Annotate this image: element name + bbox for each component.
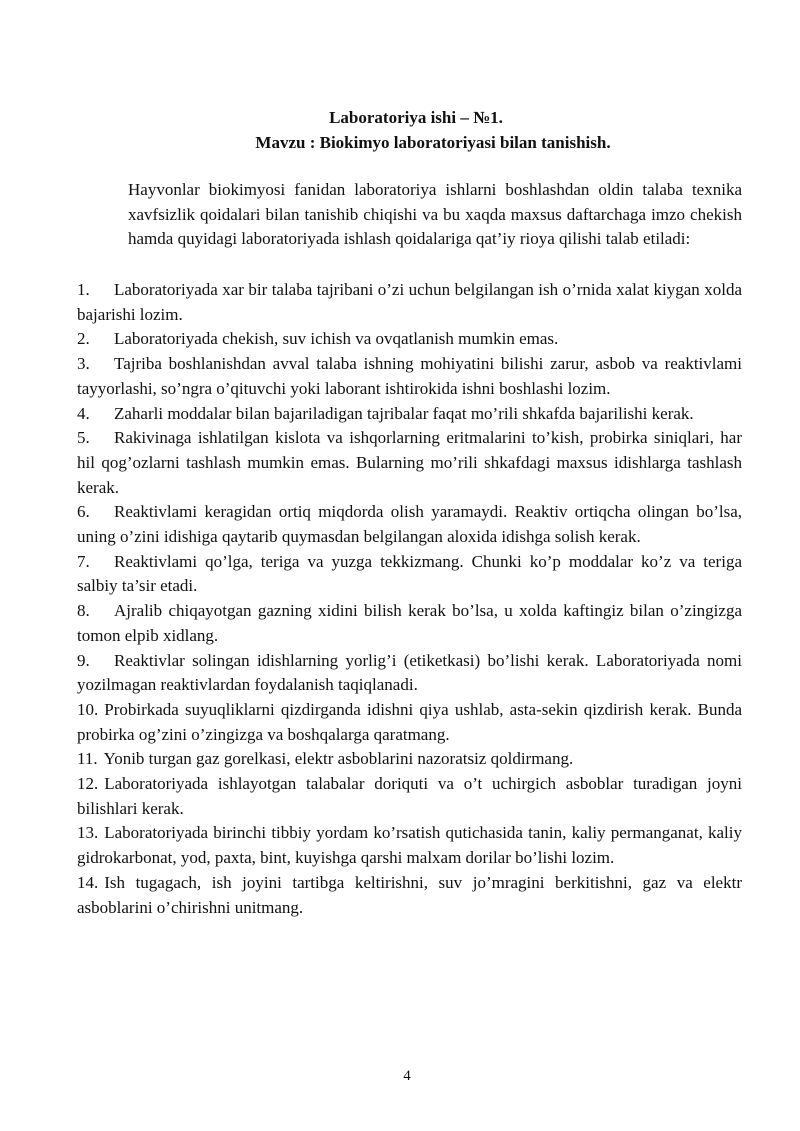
list-item — [77, 698, 742, 747]
page-number: 4 — [403, 1068, 411, 1084]
rule-number: 1. — [77, 280, 90, 299]
list-item — [77, 599, 742, 648]
rule-number: 9. — [77, 650, 90, 670]
document-subtitle: Mavzu : Biokimyo laboratoriyasi bilan tanishish. — [255, 133, 611, 152]
rule-number: 12. — [77, 774, 99, 794]
rules-list — [77, 278, 742, 920]
list-item — [77, 402, 742, 427]
rule-text: Laboratoriyada ishlayotgan talabalar doriquti va o’t uchirgich asboblar turadigan joyni bilishlari kerak. — [77, 774, 742, 818]
intro-paragraph: Hayvonlar biokimyosi fanidan laboratoriya ishlarni boshlashdan oldin talaba texnika xavfsizlik qoidalari bilan tanishib chiqishi va bu xaqda maxsus daftarchaga imzo chekish hamda quyidagi laboratoriyada ishlash qoidalariga qat’iy rioya qilishi talab etiladi: — [128, 180, 742, 249]
list-item — [77, 550, 742, 599]
list-item — [77, 821, 742, 870]
rule-text: Reaktivlami qo’lga, teriga va yuzga tekkizmang. Chunki ko’p moddalar ko’z va teriga salbiy ta’sir etadi. — [77, 551, 742, 596]
rule-number: 4. — [77, 403, 90, 423]
list-item — [77, 278, 742, 327]
list-item — [77, 747, 742, 772]
rule-text: Zaharli moddalar bilan bajariladigan tajribalar faqat mo’rili shkafda bajarilishi kerak. — [114, 403, 694, 423]
rule-text: Ish tugagach, ish joyini tartibga keltirishni, suv jo’mragini berkitishni, gaz va elektr asboblarini o’chirishni unitmang. — [77, 872, 742, 917]
rule-text: Laboratoriyada xar bir talaba tajribani o’zi uchun belgilangan ish o’rnida xalat kiygan xolda bajarishi lozim. — [77, 280, 742, 324]
list-item — [77, 772, 742, 821]
rule-text: Rakivinaga ishlatilgan kislota va ishqorlarning eritmalarini to’kish, probirka siniqlari, har hil qog’ozlarni tashlash mumkin emas. Bularning mo’rili shkafdagi maxsus idishlarga tashlash kerak. — [77, 428, 742, 497]
rule-number: 14. — [77, 872, 99, 892]
list-item — [77, 352, 742, 401]
list-item — [77, 327, 742, 352]
rule-text: Tajriba boshlanishdan avval talaba ishning mohiyatini bilishi zarur, asbob va reaktivlami tayyorlashi, so’ngra o’qituvchi yoki laborant ishtirokida ishni boshlashi lozim. — [77, 354, 742, 398]
list-item — [77, 649, 742, 698]
rule-number: 8. — [77, 601, 90, 621]
rule-text: Laboratoriyada birinchi tibbiy yordam ko’rsatish qutichasida tanin, kaliy permanganat, kaliy gidrokarbonat, yod, paxta, bint, kuyishga qarshi malxam dorilar bo’lishi lozim. — [77, 823, 742, 868]
rule-number: 6. — [77, 502, 90, 522]
list-item — [77, 871, 742, 920]
rule-number: 5. — [77, 428, 90, 448]
rule-text: Laboratoriyada chekish, suv ichish va ovqatlanish mumkin emas. — [114, 329, 559, 349]
rule-number: 13. — [77, 823, 99, 843]
rule-text: Yonib turgan gaz gorelkasi, elektr asboblarini nazoratsiz qoldirmang. — [103, 749, 574, 769]
rule-text: Reaktivlar solingan idishlarning yorlig’i (etiketkasi) bo’lishi kerak. Laboratoriyada nomi yozilmagan reaktivlardan foydalanish taqiqlanadi. — [77, 650, 742, 695]
list-item — [77, 500, 742, 549]
rule-number: 10. — [77, 699, 99, 719]
list-item — [77, 426, 742, 500]
rule-number: 3. — [77, 354, 90, 374]
document-title: Laboratoriya ishi – №1. — [329, 108, 503, 127]
rule-text: Ajralib chiqayotgan gazning xidini bilish kerak bo’lsa, u xolda kaftingiz bilan o’zingizga tomon elpib xidlang. — [77, 601, 742, 645]
rule-text: Probirkada suyuqliklarni qizdirganda idishni qiya ushlab, asta-sekin qizdirish kerak. Bunda probirka og’zini o’zingizga va boshqalarga qaratmang. — [77, 699, 742, 744]
rule-text: Reaktivlami keragidan ortiq miqdorda olish yaramaydi. Reaktiv ortiqcha olingan bo’lsa, uning o’zini idishiga qaytarib quymasdan belgilangan aloxida idishga solish kerak. — [77, 502, 742, 547]
rule-number: 7. — [77, 551, 90, 571]
rule-number: 2. — [77, 329, 90, 349]
rule-number: 11. — [77, 749, 98, 769]
